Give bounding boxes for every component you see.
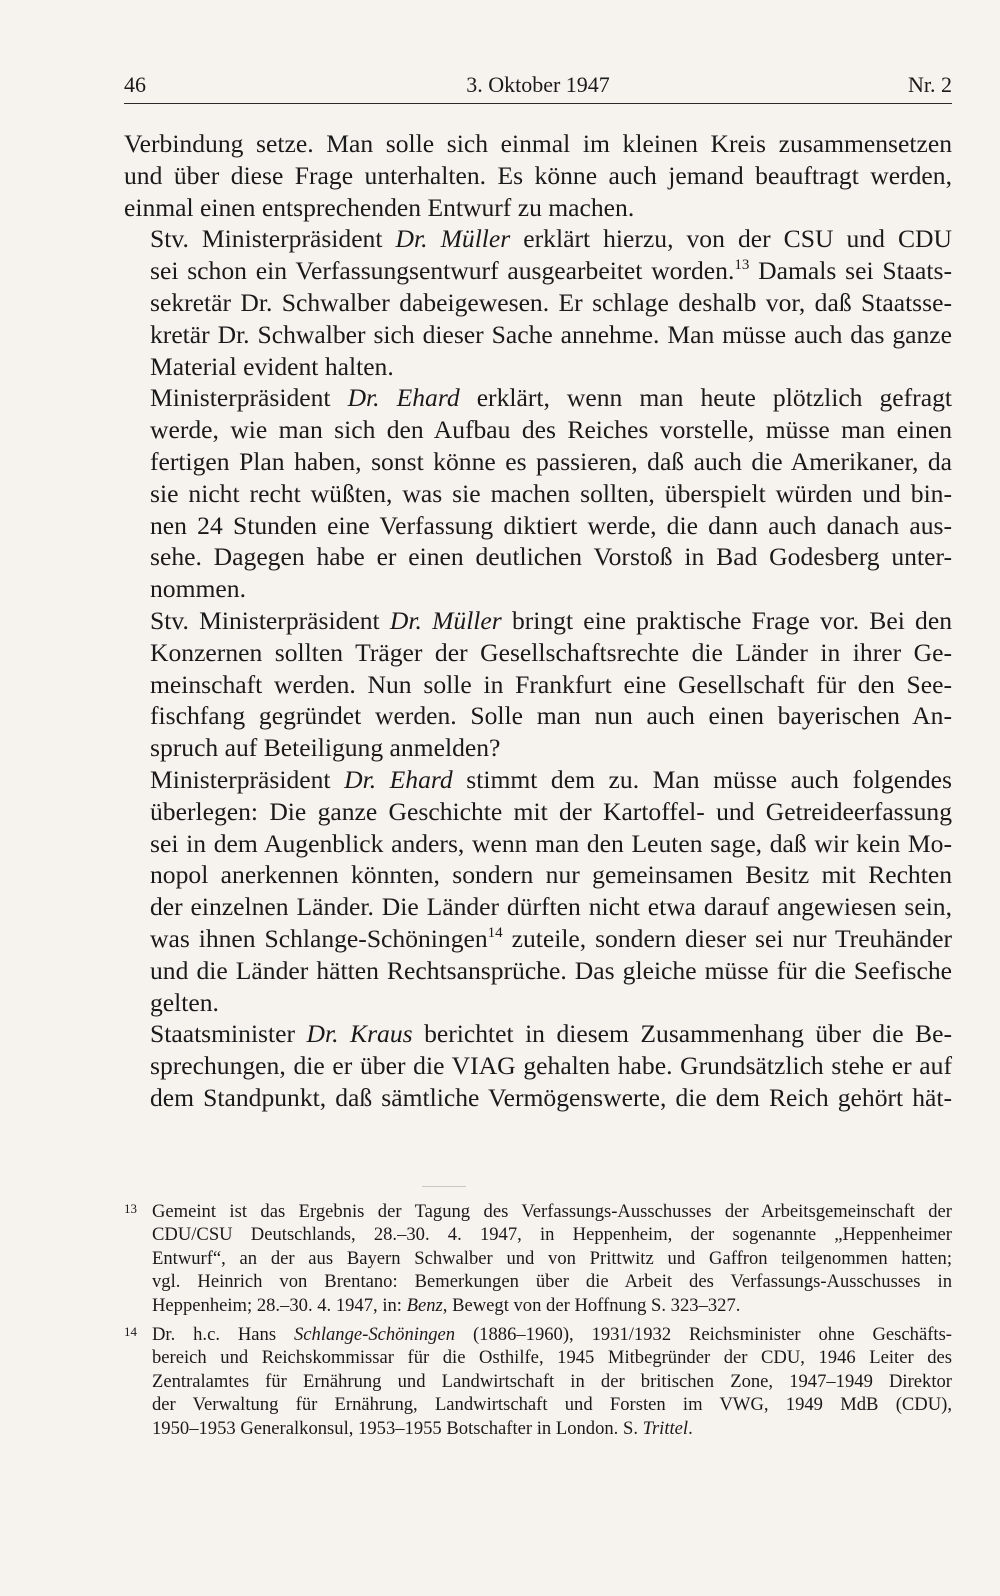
text-line: gelten. [150,987,219,1017]
text-run: erklärt hierzu, von der CSU und CDU [510,224,952,254]
footnote-ref-14[interactable]: 14 [487,924,503,941]
text-line [124,1018,952,1050]
footnote-line [152,1323,952,1346]
speaker-title: Dr. [306,1019,339,1049]
speaker-name: Müller [432,605,502,635]
text-line: überlegen: Die ganze Geschichte mit der Kartoffel- und Getreideerfassung [150,796,952,826]
text-line: und die Länder hätten Rechtsansprüche. Das gleiche müsse für die Seefische [150,955,952,985]
footnote-line [152,1417,952,1440]
person-name: Schlange-Schöningen [293,1324,456,1346]
paragraph-5 [124,764,952,1018]
body-text [124,128,952,1114]
footnote-line: Zentralamtes für Ernährung und Landwirtschaft in der britischen Zone, 1947–1949 Direktor [152,1370,952,1392]
footnote-line [152,1294,952,1317]
text-run: erklärt, wenn man heute plötzlich gefragt [459,383,952,413]
text-run: , Bewegt von der Hoffnung S. 323–327. [442,1294,741,1316]
text-line: nommen. [150,574,246,604]
text-run: 1950–1953 Generalkonsul, 1953–1955 Botschafter in London. S. [152,1417,643,1439]
footnote-line: der Verwaltung für Ernährung, Landwirtschaft und Forsten im VWG, 1949 MdB (CDU), [152,1394,952,1416]
footnote-line: Entwurf“, an der aus Bayern Schwalber und von Prittwitz und Gaffron teilgenommen hatten; [152,1247,952,1269]
text-line: nen 24 Stunden eine Verfassung diktiert werde, die dann auch danach aus- [150,510,952,540]
paragraph-3 [124,382,952,605]
footnote-ref-13[interactable]: 13 [734,257,750,274]
footnote-line: vgl. Heinrich von Brentano: Bemerkungen über die Arbeit des Verfassungs-Ausschusses in [152,1271,952,1293]
text-line: sprechungen, die er über die VIAG gehalten habe. Grundsätzlich stehe er auf [150,1051,952,1081]
paragraph-4 [124,605,952,764]
text-line: fertigen Plan haben, sonst könne es passieren, daß auch die Amerikaner, da [150,446,952,476]
text-run: was ihnen Schlange-Schöningen [150,923,488,953]
footnote-mark: 13 [124,1201,137,1216]
text-line: fischfang gegründet werden. Solle man nun auch einen bayerischen An- [150,701,952,731]
running-header [124,72,952,102]
paragraph-6 [124,1018,952,1113]
text-line: Verbindung setze. Man solle sich einmal im kleinen Kreis zusammensetzen [124,129,952,158]
text-line [124,223,952,255]
speaker-title: Dr. [347,383,380,413]
speaker-title: Dr. [344,764,377,794]
text-line [124,764,952,796]
text-line: meinschaft werden. Nun solle in Frankfurt eine Gesellschaft für den See- [150,669,952,699]
footnote-mark: 14 [124,1324,137,1340]
text-run: . [688,1417,693,1439]
text-line: spruch auf Beteiligung anmelden? [150,733,501,763]
text-line: kretär Dr. Schwalber sich dieser Sache annehme. Man müsse auch das ganze [150,319,952,349]
paragraph-1 [124,128,952,223]
footnote-line: Gemeint ist das Ergebnis der Tagung des Verfassungs-Ausschusses der Arbeitsgemeinschaft der [152,1201,952,1222]
speaker-role: Staatsminister [150,1019,307,1049]
text-line [124,382,952,414]
speaker-title: Dr. [389,605,422,635]
speaker-name: Ehard [389,764,453,794]
text-line: sekretär Dr. Schwalber dabeigewesen. Er schlage deshalb vor, daß Staatsse- [150,287,952,317]
text-run: zuteile, sondern dieser sei nur Treuhänder [502,923,952,953]
text-run: sei schon ein Verfassungsentwurf ausgearbeitet worden. [150,256,735,286]
footnote-separator [422,1186,466,1187]
page-number: 46 [124,72,146,97]
footnote-line: CDU/CSU Deutschlands, 28.–30. 4. 1947, in Heppenheim, der sogenannte „Heppenheimer [152,1224,952,1246]
footnote-13 [124,1200,952,1317]
header-date: 3. Oktober 1947 [466,72,610,97]
speaker-role: Stv. Ministerpräsident [150,605,390,635]
text-line: und über diese Frage unterhalten. Es könne auch jemand beauftragt werden, [124,160,952,190]
speaker-name: Kraus [350,1019,413,1049]
footnote-line: bereich und Reichskommissar für die Osthilfe, 1945 Mitbegründer der CDU, 1946 Leiter des [152,1347,952,1369]
paragraph-2 [124,223,952,382]
speaker-title: Dr. [395,224,428,254]
text-line: sie nicht recht wüßten, was sie machen sollten, überspielt würden und bin- [150,478,952,508]
text-run: stimmt dem zu. Man müsse auch folgendes [452,764,952,794]
text-line: nopol anerkennen könnten, sondern nur gemeinsamen Besitz mit Rechten [150,860,952,890]
header-rule [124,103,952,104]
text-line: der einzelnen Länder. Die Länder dürften nicht etwa darauf angewiesen sein, [150,892,952,922]
text-run: (1886–1960), 1931/1932 Reichsminister ohne Geschäfts- [455,1324,952,1346]
footnote-14 [124,1323,952,1440]
text-run: berichtet in diesem Zusammenhang über die Be- [412,1019,953,1049]
text-line [124,605,952,637]
text-line: Konzernen sollten Träger der Gesellschaftsrechte die Länder in ihrer Ge- [150,637,952,667]
text-run: Heppenheim; 28.–30. 4. 1947, in: [152,1294,407,1316]
footnotes [124,1200,952,1446]
text-line: dem Standpunkt, daß sämtliche Vermögenswerte, die dem Reich gehört hät- [150,1082,952,1112]
cited-author: Benz [406,1294,443,1316]
text-line: sehe. Dagegen habe er einen deutlichen Vorstoß in Bad Godesberg unter- [150,542,952,572]
text-line: einmal einen entsprechenden Entwurf zu machen. [124,192,635,222]
document-number: Nr. 2 [908,72,952,97]
speaker-name: Ehard [396,383,460,413]
text-line: werde, wie man sich den Aufbau des Reiches vorstelle, müsse man einen [150,415,952,445]
speaker-name: Müller [440,224,511,254]
speaker-role: Stv. Ministerpräsident [150,224,396,254]
text-line [124,255,952,287]
cited-author: Trittel [642,1417,689,1439]
text-run: Damals sei Staats- [749,256,953,286]
text-run: Dr. h.c. Hans [152,1324,294,1346]
text-run: bringt eine praktische Frage vor. Bei den [501,605,953,635]
text-line: Material evident halten. [150,351,394,381]
speaker-role: Ministerpräsident [150,764,345,794]
text-line: sei in dem Augenblick anders, wenn man den Leuten sage, daß wir kein Mo- [150,828,952,858]
speaker-role: Ministerpräsident [150,383,348,413]
text-line [124,923,952,955]
